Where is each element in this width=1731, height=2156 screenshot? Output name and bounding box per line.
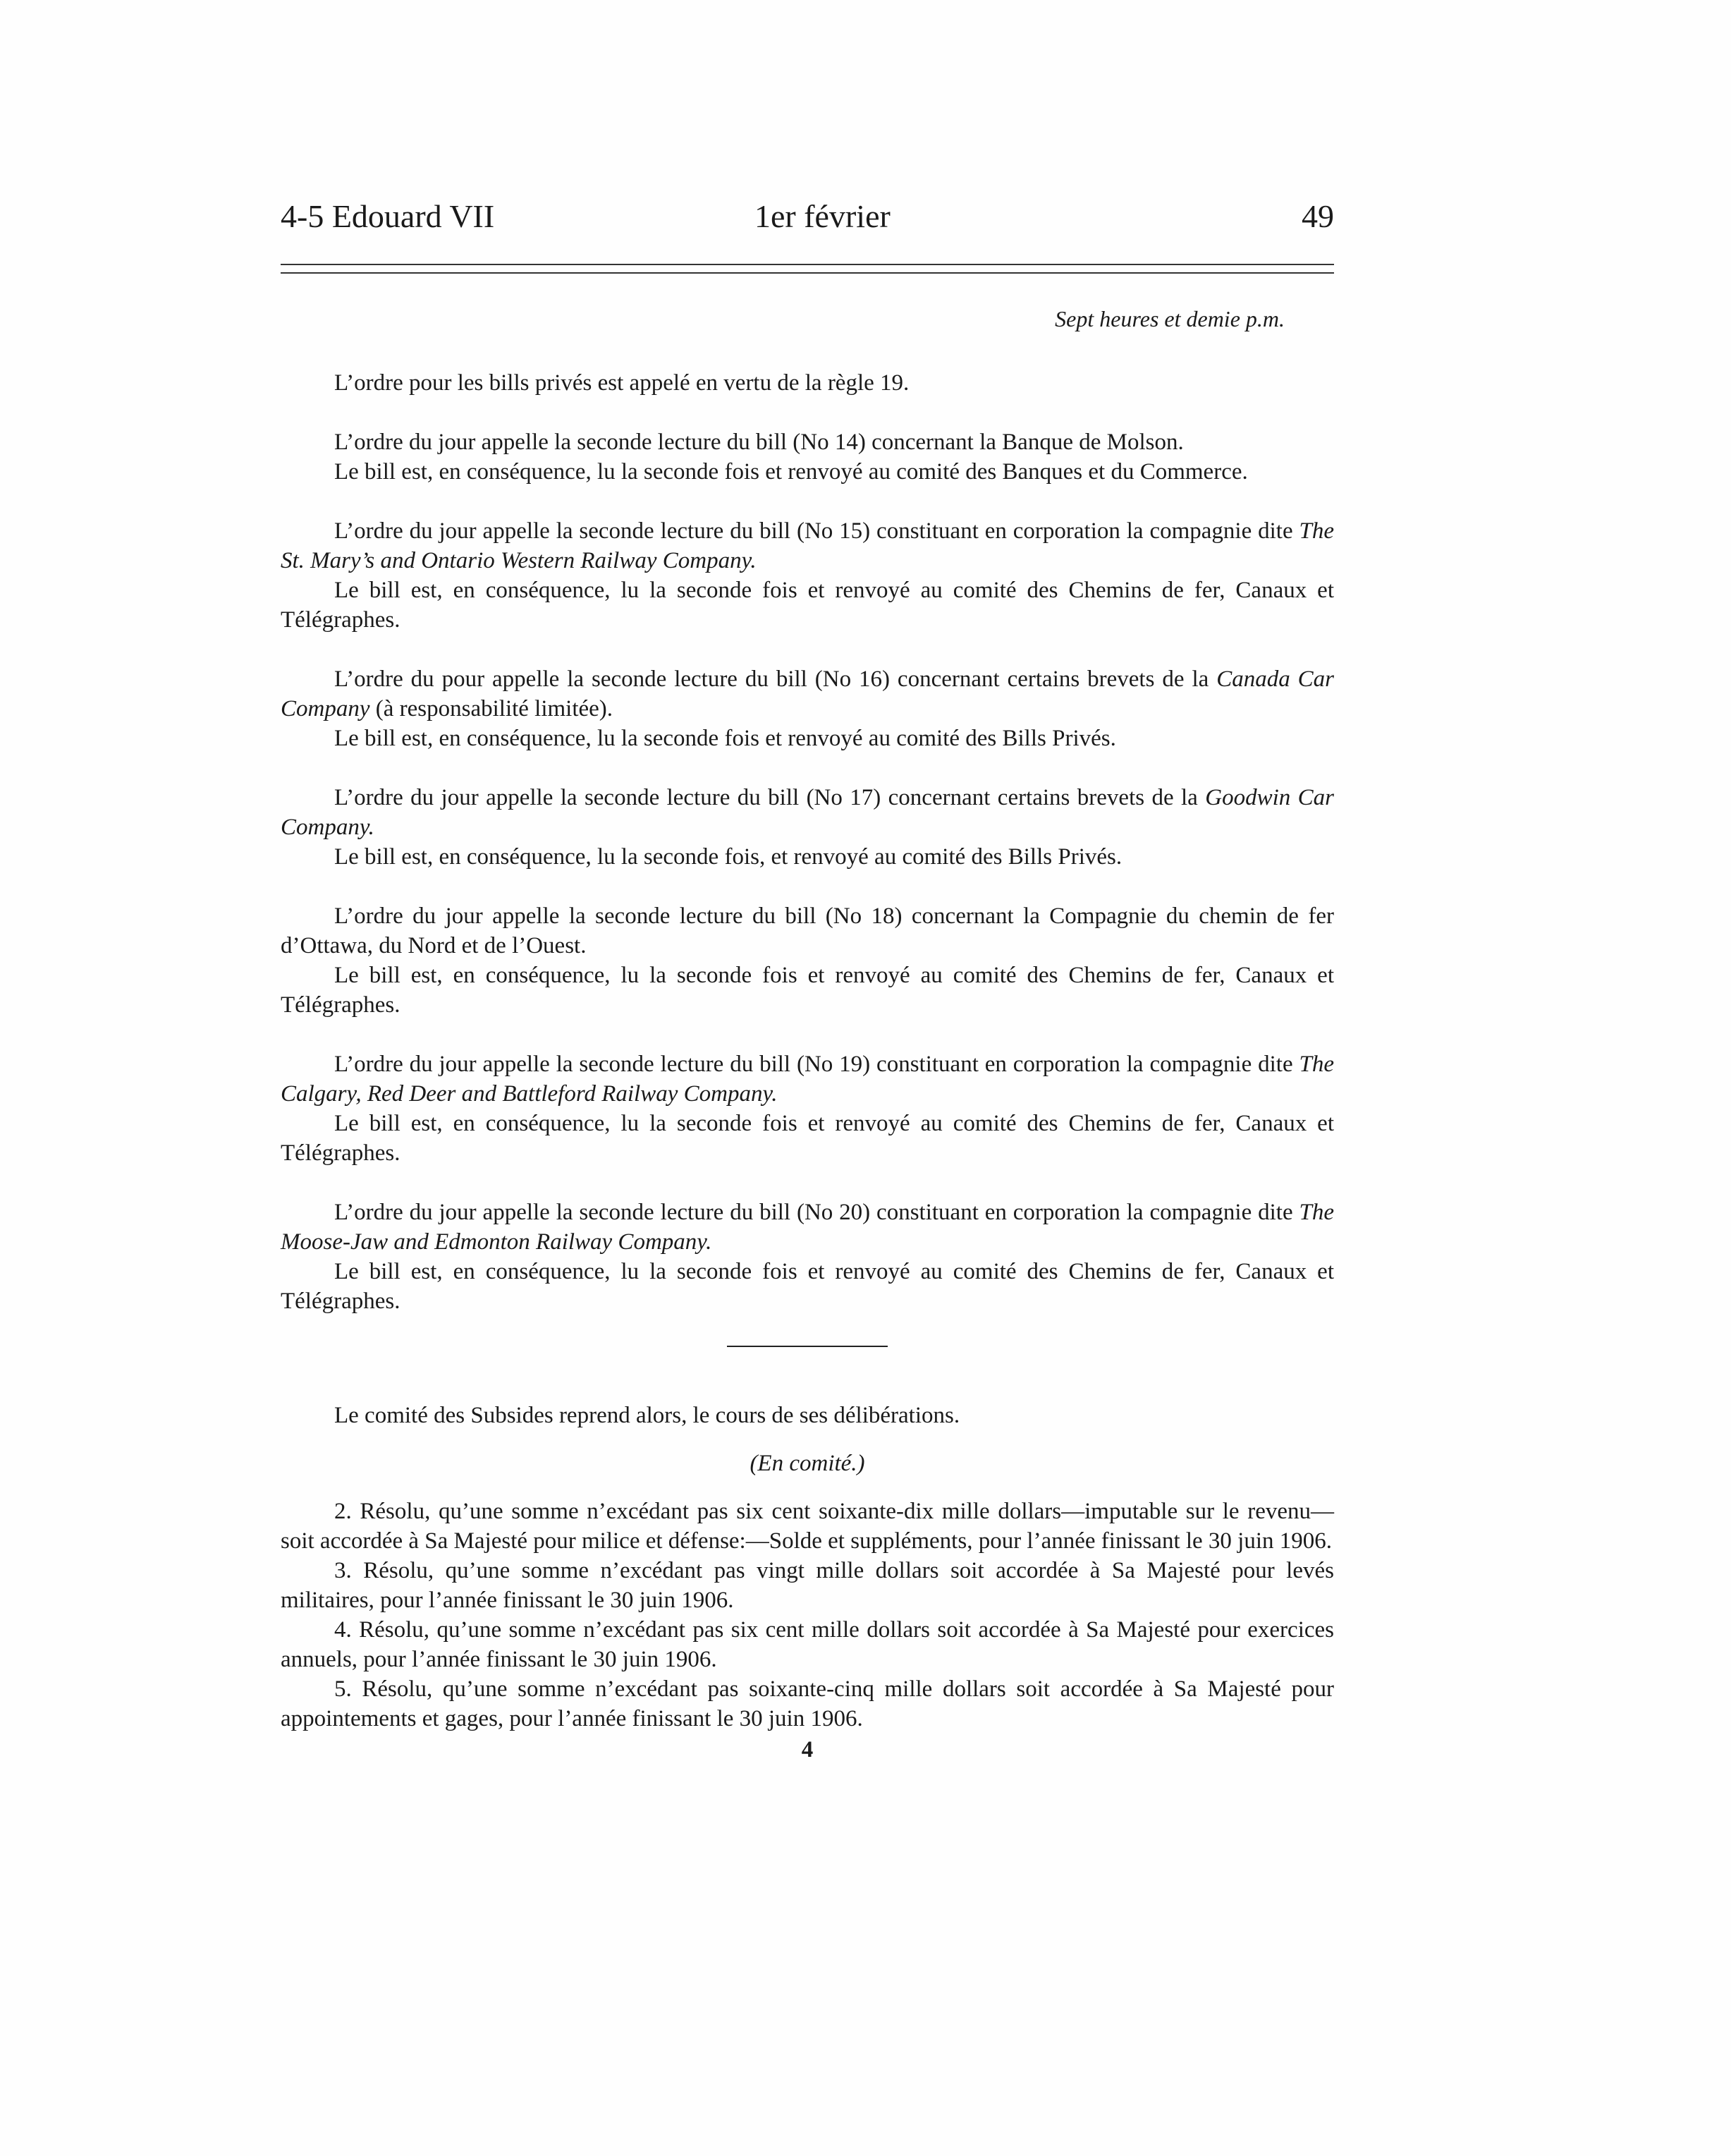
bill-reading-text: L’ordre du jour appelle la seconde lecture du bill (No 19) constituant en corporation la compagnie dite — [334, 1052, 1299, 1077]
subsides-text: Le comité des Subsides reprend alors, le cours de ses délibérations. — [334, 1403, 960, 1428]
bill-referral: Le bill est, en conséquence, lu la seconde fois et renvoyé au comité des Chemins de fer, Canaux et Télégraphes. — [281, 1259, 1334, 1314]
bill-referral: Le bill est, en conséquence, lu la seconde fois, et renvoyé au comité des Bills Privés. — [334, 844, 1123, 870]
bill-reading-text: L’ordre du jour appelle la seconde lecture du bill (No 20) constituant en corporation la compagnie dite — [334, 1200, 1299, 1225]
header-date: 1er février — [754, 198, 891, 234]
company-name: The Calgary, Red Deer and Battleford Railway Company. — [281, 1052, 1334, 1107]
resolution: 2. Résolu, qu’une somme n’excédant pas six cent soixante-dix mille dollars—imputable sur le revenu—soit accordée à Sa Majesté pour milice et défense:—Solde et suppléments, pour l’année finissant le 30 juin 1906. — [281, 1499, 1334, 1554]
resolution: 5. Résolu, qu’une somme n’excédant pas soixante-cinq mille dollars soit accordée à Sa Majesté pour appointements et gages, pour l’année finissant le 30 juin 1906. — [281, 1676, 1334, 1731]
running-header — [281, 190, 1334, 240]
bill-reading — [281, 1049, 1334, 1109]
signature-mark: 4 — [801, 1737, 814, 1762]
bill-referral: Le bill est, en conséquence, lu la seconde fois et renvoyé au comité des Bills Privés. — [334, 726, 1116, 751]
bill-entry — [281, 783, 1334, 872]
bill-reading-text: L’ordre du jour appelle la seconde lecture du bill (No 17) concernant certains brevets de la — [334, 785, 1206, 810]
bill-entry — [281, 427, 1334, 487]
bill-referral: Le bill est, en conséquence, lu la seconde fois et renvoyé au comité des Chemins de fer, Canaux et Télégraphes. — [281, 963, 1334, 1018]
resolutions — [281, 1497, 1334, 1734]
bill-reading — [281, 1198, 1334, 1257]
subsides-paragraph — [281, 1401, 1334, 1430]
bill-entry — [281, 901, 1334, 1020]
company-name: The Moose-Jaw and Edmonton Railway Company. — [281, 1200, 1334, 1255]
page-number: 49 — [1302, 198, 1334, 234]
bill-referral: Le bill est, en conséquence, lu la seconde fois et renvoyé au comité des Chemins de fer, Canaux et Télégraphes. — [281, 578, 1334, 633]
bill-entry — [281, 516, 1334, 635]
company-name: Goodwin Car Company. — [281, 785, 1334, 840]
bill-reading — [281, 783, 1334, 842]
bill-reading-suffix: (à responsabilité limitée). — [369, 696, 613, 721]
bill-referral: Le bill est, en conséquence, lu la seconde fois et renvoyé au comité des Banques et du Commerce. — [334, 459, 1248, 485]
bill-reading: L’ordre du jour appelle la seconde lecture du bill (No 18) concernant la Compagnie du chemin de fer d’Ottawa, du Nord et de l’Ouest. — [281, 903, 1334, 958]
bill-reading-text: L’ordre du pour appelle la seconde lecture du bill (No 16) concernant certains brevets de la — [334, 666, 1217, 692]
header-left: 4-5 Edouard VII — [281, 198, 495, 234]
intro-text: L’ordre pour les bills privés est appelé en vertu de la règle 19. — [334, 370, 910, 396]
bill-entry — [281, 664, 1334, 753]
en-comite: (En comité.) — [750, 1451, 865, 1476]
bill-entry — [281, 1198, 1334, 1316]
resolution: 4. Résolu, qu’une somme n’excédant pas six cent mille dollars soit accordée à Sa Majesté pour exercices annuels, pour l’année finissant le 30 juin 1906. — [281, 1617, 1334, 1672]
intro-paragraph — [281, 368, 1334, 398]
section-divider — [727, 1346, 888, 1347]
bill-reading-text: L’ordre du jour appelle la seconde lecture du bill (No 15) constituant en corporation la compagnie dite — [334, 518, 1299, 544]
company-name: The St. Mary’s and Ontario Western Railway Company. — [281, 518, 1334, 573]
bill-referral: Le bill est, en conséquence, lu la seconde fois et renvoyé au comité des Chemins de fer, Canaux et Télégraphes. — [281, 1111, 1334, 1166]
company-name: Canada Car Company — [281, 666, 1334, 721]
resolution: 3. Résolu, qu’une somme n’excédant pas vingt mille dollars soit accordée à Sa Majesté pour levés militaires, pour l’année finissant le 30 juin 1906. — [281, 1558, 1334, 1613]
body-text — [281, 368, 1334, 1765]
time-line: Sept heures et demie p.m. — [1055, 306, 1285, 331]
bill-entry — [281, 1049, 1334, 1168]
bill-reading: L’ordre du jour appelle la seconde lecture du bill (No 14) concernant la Banque de Molson. — [334, 430, 1184, 455]
bill-reading — [281, 664, 1334, 724]
header-rule — [281, 264, 1334, 274]
page — [281, 190, 1334, 1762]
bill-reading — [281, 516, 1334, 575]
